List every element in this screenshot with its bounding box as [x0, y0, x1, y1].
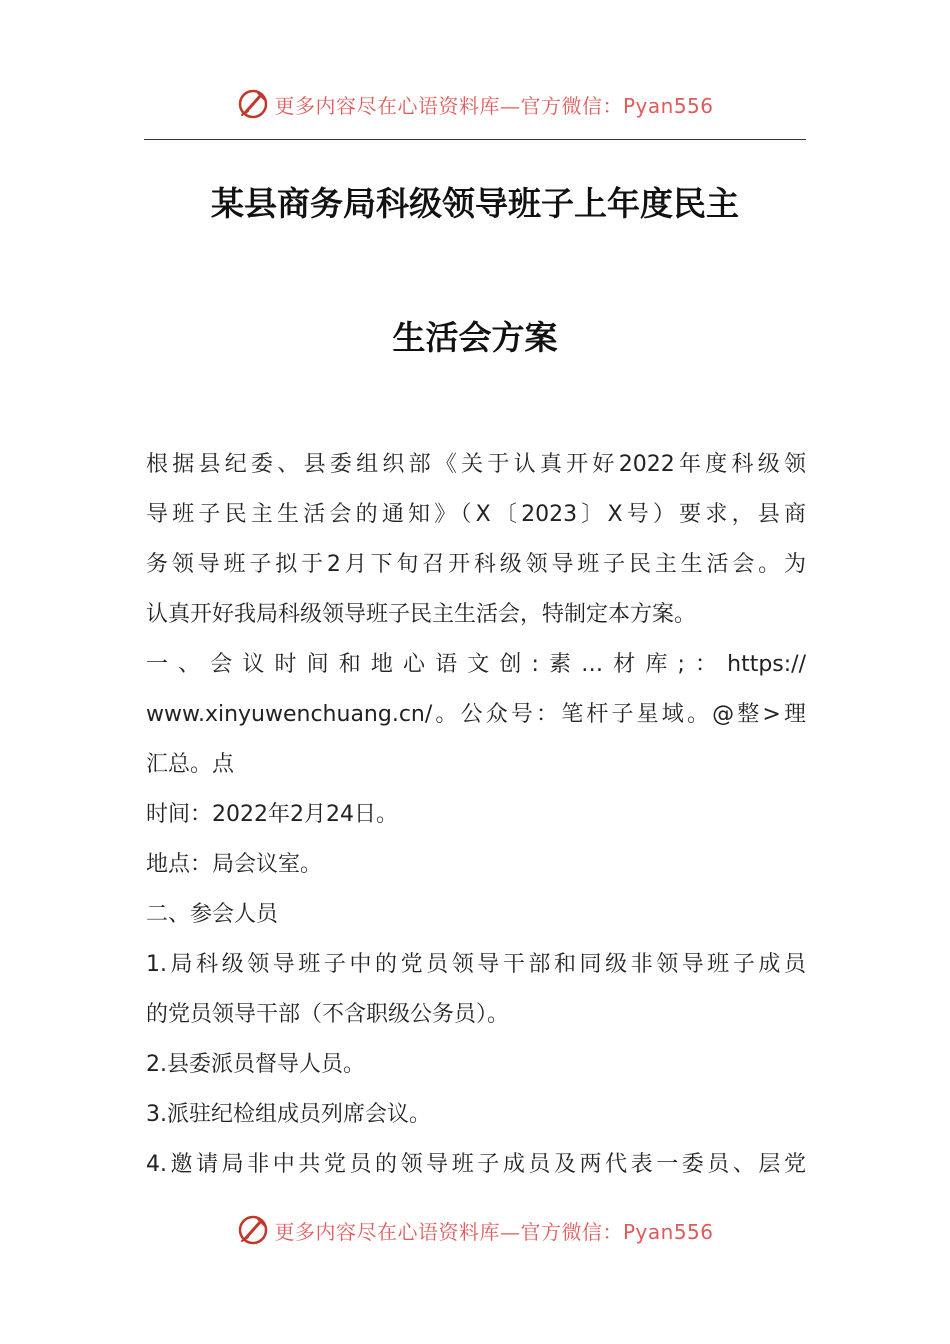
- list-item: 2.县委派员督导人员。: [146, 1052, 365, 1077]
- watermark-wechat: Pyan556: [622, 1219, 714, 1244]
- list-item: 4.邀请局非中共党员的领导班子成员及两代表一委员、层党: [146, 1152, 806, 1177]
- text-line: 根据县纪委、县委组织部《关于认真开好2022年度科级领: [146, 452, 806, 477]
- pen-logo-icon: [236, 1213, 270, 1247]
- text-line: 认真开好我局科级领导班子民主生活会，特制定本方案。: [146, 602, 697, 627]
- watermark-footer: [0, 1210, 950, 1250]
- text-line: 汇总。点: [146, 752, 235, 777]
- list-item: 的党员领导干部（不含职级公务员）。: [146, 1002, 510, 1027]
- section-2-heading: 二、参会人员: [146, 902, 279, 927]
- list-item: 1.局科级领导班子中的党员领导干部和同级非领导班子成员: [146, 952, 806, 977]
- intro-paragraph: [146, 440, 806, 640]
- section-1-paragraph: [146, 640, 806, 790]
- meeting-place: 地点：局会议室。: [146, 852, 323, 877]
- text-line: 务领导班子拟于2月下旬召开科级领导班子民主生活会。为: [146, 552, 806, 577]
- watermark-text: 更多内容尽在心语资料库—官方微信：Pyan556: [274, 93, 714, 118]
- text-line: 一、会议时间和地心语文创:素…材库;：https://: [146, 652, 806, 677]
- list-item: 3.派驻纪检组成员列席会议。: [146, 1102, 431, 1127]
- meeting-time: 时间：2022年2月24日。: [146, 802, 398, 827]
- text-line: www.xinyuwenchuang.cn/。公众号：笔杆子星域。@整>理: [146, 702, 806, 727]
- attendee-list: [146, 940, 806, 1190]
- header-divider: [144, 139, 806, 140]
- pen-logo-icon: [236, 87, 270, 121]
- watermark-header: [0, 84, 950, 124]
- document-title-line-1: 某县商务局科级领导班子上年度民主: [211, 184, 739, 223]
- watermark-text: 更多内容尽在心语资料库—官方微信：Pyan556: [274, 1219, 714, 1244]
- watermark-wechat: Pyan556: [622, 93, 714, 118]
- document-body: [146, 440, 806, 1190]
- text-line: 导班子民主生活会的通知》（X〔2023〕X号）要求，县商: [146, 502, 806, 527]
- document-title-line-2: 生活会方案: [392, 318, 558, 357]
